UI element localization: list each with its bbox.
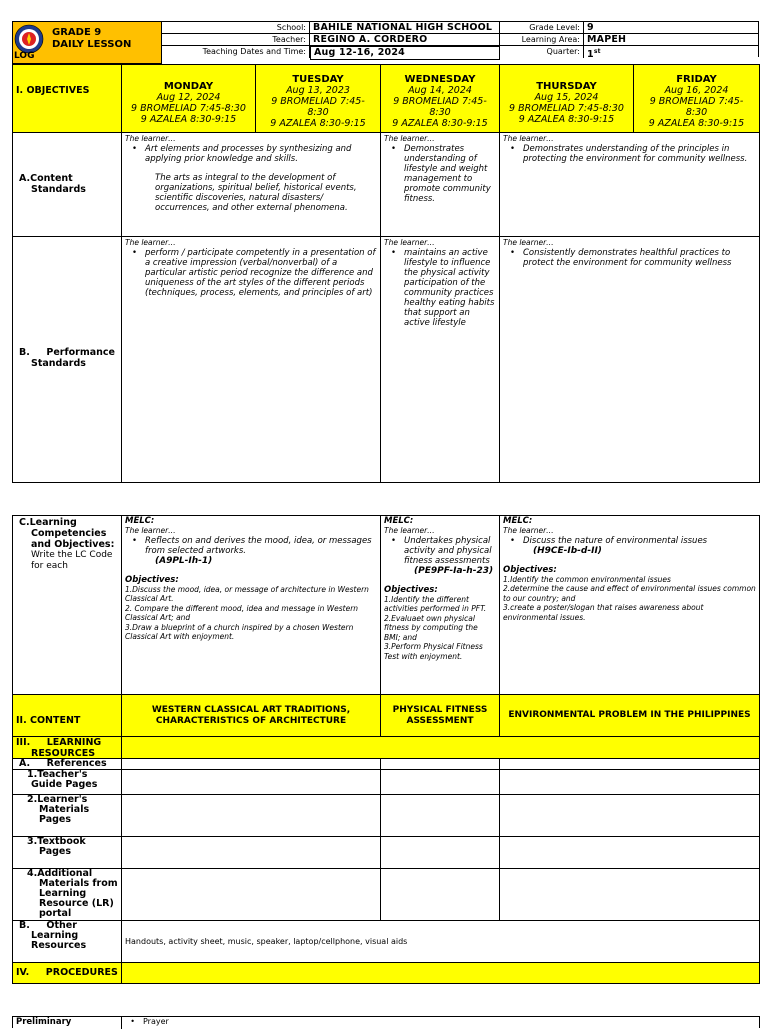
day-tuesday <box>256 65 381 133</box>
day-friday <box>634 65 759 133</box>
preliminary-label-cell <box>13 1017 122 1029</box>
schedule-1: 9 BROMELIAD 7:45- <box>393 96 487 107</box>
objective-3: 3.Draw a blueprint of a church inspired by a chosen Western Classical Art with enjoyment. <box>125 622 354 641</box>
grade-level-value: 9 <box>584 22 758 34</box>
teacher-label: Teacher: <box>162 34 310 46</box>
additional-materials-label-5: portal <box>39 908 72 919</box>
objectives-label: I. OBJECTIVES <box>16 85 90 96</box>
title-daily-lesson: DAILY LESSON <box>52 39 132 50</box>
schedule-1: 9 BROMELIAD 7:45- <box>649 96 744 107</box>
additional-materials-mon <box>122 869 381 921</box>
competencies-label-3: and Objectives: <box>31 539 115 550</box>
performance-standards-label-cell <box>13 237 122 482</box>
competencies-label-5: for each <box>31 561 68 571</box>
competencies-wed: MELC: The learner… • Undertakes physical activity and physical fitness assessments (PE9PF-Ia-h-23) Objectives: 1.Identify the different activities performed in PFT. 2.Evaluaet own physical fitness by computing the BMI; and 3.Perform Physical Fitness Test with enjoyment. <box>381 516 500 695</box>
learning-resources-label-cell <box>13 737 122 759</box>
learners-materials-mon <box>122 795 381 837</box>
learner-intro: The learner… <box>125 238 176 247</box>
melc-heading: MELC: <box>503 516 533 526</box>
learning-resources-label-1: III. LEARNING <box>16 737 102 748</box>
learning-area-label: Learning Area: <box>500 34 584 46</box>
content-label-cell <box>13 695 122 737</box>
competency-bullet: Discuss the nature of environmental issues <box>523 535 708 546</box>
schedule-2: 9 AZALEA 8:30-9:15 <box>648 118 745 129</box>
learners-materials-label-3: Pages <box>39 814 72 825</box>
grade-level-label: Grade Level: <box>500 22 584 34</box>
schedule-1: 9 BROMELIAD 7:45- <box>271 96 365 107</box>
content-standard-paragraph: The arts as integral to the development of organizations, spiritual belief, historical events, scientific discoveries, natural disasters/ occurrences, and other external phenomena. <box>155 172 357 213</box>
day-name: MONDAY <box>163 81 214 92</box>
quarter-label: Quarter: <box>500 46 584 58</box>
performance-standards-mon: The learner… • perform / participate competently in a presentation of a creative impression (verbal/nonverbal) of a particular artistic period recognize the difference and uniqueness of the art styles of the different periods (techniques, process, elements, and principles of art) <box>122 237 381 482</box>
teachers-guide-mon <box>122 770 381 795</box>
content-thu <box>500 695 759 737</box>
melc-heading: MELC: <box>125 516 155 526</box>
competencies-label-1: C.Learning <box>19 517 77 528</box>
competencies-thu: MELC: The learner… • Discuss the nature of environmental issues (H9CE-Ib-d-II) Objectives: 1.Identify the common environmental issues 2.determine the cause and effect of environmental issues common to our country; and 3.create a poster/slogan that raises awareness about environmental issues. <box>500 516 759 695</box>
day-name: TUESDAY <box>292 74 344 85</box>
title-grade: GRADE 9 <box>52 27 102 38</box>
prayer-item: • Prayer <box>123 1017 423 1029</box>
additional-materials-wed <box>381 869 500 921</box>
schedule-1b: 8:30 <box>429 107 451 118</box>
learners-materials-thu <box>500 795 759 837</box>
teaching-dates-value: Aug 12-16, 2024 <box>310 46 500 60</box>
quarter-value <box>584 46 758 61</box>
competency-bullet: Undertakes physical activity and physical fitness assessments <box>404 535 492 566</box>
additional-materials-label-3: Learning <box>39 888 87 899</box>
objective-1: 1.Identify the different activities performed in PFT. <box>384 594 487 613</box>
teachers-guide-label-2: Guide Pages <box>31 779 98 790</box>
lc-code: (PE9PF-Ia-h-23) <box>414 565 494 576</box>
day-date: Aug 14, 2024 <box>408 85 472 96</box>
references-wed <box>381 759 500 770</box>
learner-intro: The learner… <box>503 238 554 247</box>
content-standards-label: A.Content <box>19 173 73 184</box>
main-table-page2 <box>12 515 760 984</box>
content-standards-thu: The learner… • Demonstrates understanding of the principles in protecting the environment for community wellness. <box>500 133 759 237</box>
textbook-thu <box>500 837 759 869</box>
schedule-1: 9 BROMELIAD 7:45-8:30 <box>131 103 246 114</box>
deped-seal-icon <box>14 24 44 54</box>
other-resources-label-1: B. Other <box>19 920 77 931</box>
references-mon <box>122 759 381 770</box>
content-topic: PHYSICAL FITNESS ASSESSMENT <box>392 705 488 726</box>
day-thursday <box>500 65 634 133</box>
other-resources-label-cell <box>13 921 122 963</box>
competencies-label-cell <box>13 516 122 695</box>
content-standard-bullet: Art elements and processes by synthesizing and applying prior knowledge and skills. <box>145 143 352 164</box>
competencies-mon: MELC: The learner… • Reflects on and derives the mood, idea, or messages from selected artworks. (A9PL-Ih-1) Objectives: 1.Discuss the mood, idea, or message of architecture in Western Classical Art. 2. Compare the different mood, idea and message in Western Classical Art; and 3.Draw a blueprint of a church inspired by a chosen Western Classical Art with enjoyment. <box>122 516 381 695</box>
additional-materials-thu <box>500 869 759 921</box>
day-monday <box>122 65 256 133</box>
learner-intro: The learner… <box>384 134 435 143</box>
content-standards-label-2: Standards <box>31 184 86 195</box>
performance-standards-wed: The learner… • maintains an active lifestyle to influence the physical activity participation of the community practices healthy eating habits that support an active lifestyle <box>381 237 500 482</box>
content-standard-bullet: Demonstrates understanding of lifestyle and weight management to promote community fitness. <box>404 143 491 204</box>
performance-standard-bullet: Consistently demonstrates healthful practices to protect the environment for community wellness <box>523 247 732 268</box>
performance-standards-label: B. Performance <box>19 347 115 358</box>
schedule-2: 9 AZALEA 8:30-9:15 <box>140 114 237 125</box>
competency-bullet: Reflects on and derives the mood, idea, or messages from selected artworks. <box>145 535 372 556</box>
header-info-table <box>162 21 759 61</box>
schedule-1b: 8:30 <box>307 107 329 118</box>
melc-heading: MELC: <box>384 516 414 526</box>
performance-standard-bullet: maintains an active lifestyle to influence the physical activity participation of the community practices healthy eating habits that support an active lifestyle <box>404 247 495 328</box>
learner-intro: The learner… <box>125 134 176 143</box>
learning-area-value: MAPEH <box>584 34 758 46</box>
objective-2: 2. Compare the different mood, idea and message in Western Classical Art; and <box>125 603 359 622</box>
title-log: LOG <box>14 51 35 61</box>
learner-intro: The learner… <box>503 134 554 143</box>
other-resources-label-2: Learning <box>31 930 79 941</box>
references-thu <box>500 759 759 770</box>
school-label: School: <box>162 22 310 34</box>
content-mon <box>122 695 381 737</box>
additional-materials-label-cell <box>13 869 122 921</box>
objective-3: 3.create a poster/slogan that raises awareness about environmental issues. <box>503 603 704 622</box>
prayer-text: Prayer <box>143 1017 169 1026</box>
procedures-band <box>122 963 759 983</box>
learning-resources-band <box>122 737 759 759</box>
lc-code: (A9PL-Ih-1) <box>155 555 213 566</box>
competencies-label-2: Competencies <box>31 528 107 539</box>
performance-standards-thu: The learner… • Consistently demonstrates healthful practices to protect the environment for community wellness <box>500 237 759 482</box>
learners-materials-label-cell <box>13 795 122 837</box>
teachers-guide-thu <box>500 770 759 795</box>
learners-materials-label-2: Materials <box>39 804 90 815</box>
objectives-heading: Objectives: <box>125 574 179 585</box>
schedule-2: 9 AZALEA 8:30-9:15 <box>392 118 488 129</box>
other-resources-label-3: Resources <box>31 940 87 951</box>
other-resources-value-cell <box>122 921 759 963</box>
teachers-guide-label-cell <box>13 770 122 795</box>
school-value: BAHILE NATIONAL HIGH SCHOOL <box>310 22 500 34</box>
performance-standard-bullet: perform / participate competently in a presentation of a creative impression (verbal/nonverbal) of a particular artistic period recognize the difference and uniqueness of the art styles of the different periods (techniques, process, elements, and principles of art) <box>145 247 376 298</box>
page-separator <box>0 494 768 514</box>
day-date: Aug 16, 2024 <box>664 85 729 96</box>
objective-2: 2.determine the cause and effect of environmental issues common to our country; and <box>503 584 756 603</box>
preliminary-label: Preliminary <box>16 1017 72 1027</box>
learner-intro: The learner… <box>503 526 554 535</box>
learner-intro: The learner… <box>384 526 435 535</box>
objectives-header-cell <box>13 65 122 133</box>
references-label: A. References <box>19 758 107 769</box>
learners-materials-wed <box>381 795 500 837</box>
quarter-number: 1st <box>587 48 601 61</box>
textbook-label-2: Pages <box>39 846 72 857</box>
objective-1: 1.Identify the common environmental issues <box>503 574 671 584</box>
learners-materials-label-1: 2.Learner's <box>27 794 88 805</box>
performance-standards-label-2: Standards <box>31 358 86 369</box>
textbook-mon <box>122 837 381 869</box>
teachers-guide-wed <box>381 770 500 795</box>
objective-1: 1.Discuss the mood, idea, or message of architecture in Western Classical Art. <box>125 584 369 603</box>
schedule-1b: 8:30 <box>685 107 708 118</box>
day-date: Aug 15, 2024 <box>534 92 599 103</box>
schedule-2: 9 AZALEA 8:30-9:15 <box>270 118 366 129</box>
procedures-label-cell <box>13 963 122 983</box>
teachers-guide-label-1: 1.Teacher's <box>27 769 88 780</box>
additional-materials-label-1: 4.Additional <box>27 868 93 879</box>
textbook-label-1: 3.Textbook <box>27 836 86 847</box>
competencies-label-4: Write the LC Code <box>31 550 113 560</box>
day-date: Aug 12, 2024 <box>156 92 221 103</box>
objective-2: 2.Evaluaet own physical fitness by computing the BMI; and <box>384 613 478 642</box>
content-wed <box>381 695 500 737</box>
content-standards-mon: The learner… • Art elements and processes by synthesizing and applying prior knowledge and skills. The arts as integral to the development of organizations, spiritual belief, historical events, scientific discoveries, natural disasters/ occurrences, and other external phenomena. <box>122 133 381 237</box>
textbook-label-cell <box>13 837 122 869</box>
objectives-heading: Objectives: <box>384 584 438 595</box>
objectives-heading: Objectives: <box>503 564 557 575</box>
schedule-2: 9 AZALEA 8:30-9:15 <box>518 114 615 125</box>
day-name: WEDNESDAY <box>404 74 476 85</box>
additional-materials-label-2: Materials from <box>39 878 118 889</box>
schedule-1: 9 BROMELIAD 7:45-8:30 <box>509 103 624 114</box>
teacher-value: REGINO A. CORDERO <box>310 34 500 46</box>
day-date: Aug 13, 2023 <box>286 85 350 96</box>
content-label: II. CONTENT <box>16 715 81 726</box>
learning-resources-label-2: RESOURCES <box>31 748 96 759</box>
learner-intro: The learner… <box>384 238 435 247</box>
lc-code: (H9CE-Ib-d-II) <box>533 545 602 556</box>
day-name: FRIDAY <box>676 74 717 85</box>
content-topic: ENVIRONMENTAL PROBLEM IN THE PHILIPPINES <box>508 710 751 720</box>
other-resources-value: Handouts, activity sheet, music, speaker, laptop/cellphone, visual aids <box>125 937 408 946</box>
teaching-dates-label: Teaching Dates and Time: <box>162 46 310 58</box>
main-table-page3 <box>12 1016 760 1028</box>
learner-intro: The learner… <box>125 526 176 535</box>
content-standards-label-cell <box>13 133 122 237</box>
content-standards-wed: The learner… • Demonstrates understanding of lifestyle and weight management to promote community fitness. <box>381 133 500 237</box>
content-topic: WESTERN CLASSICAL ART TRADITIONS, CHARACTERISTICS OF ARCHITECTURE <box>151 705 351 726</box>
objective-3: 3.Perform Physical Fitness Test with enjoyment. <box>384 642 483 661</box>
additional-materials-label-4: Resource (LR) <box>39 898 114 909</box>
main-table-page1 <box>12 64 760 483</box>
textbook-wed <box>381 837 500 869</box>
content-standard-bullet: Demonstrates understanding of the principles in protecting the environment for community wellness. <box>523 143 748 164</box>
day-wednesday <box>381 65 500 133</box>
procedures-label: IV. PROCEDURES <box>16 967 118 978</box>
day-name: THURSDAY <box>536 81 597 92</box>
